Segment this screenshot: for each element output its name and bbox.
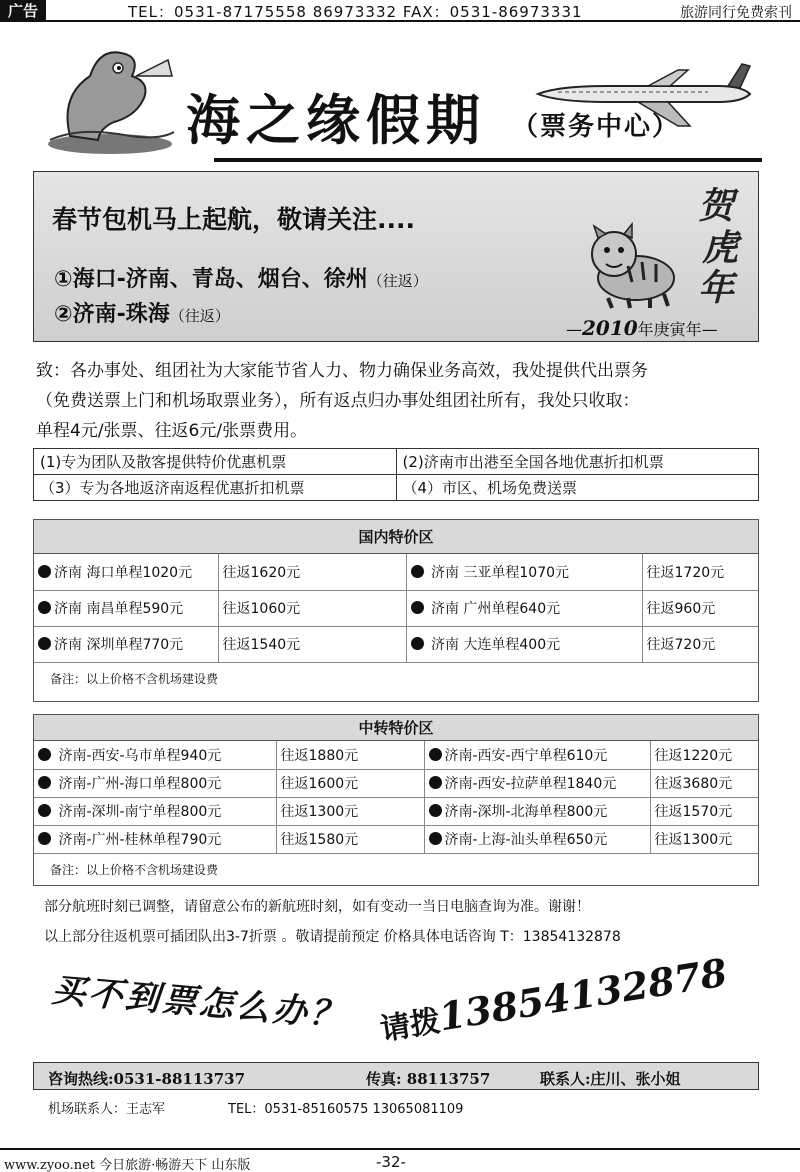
domestic-table: [34, 554, 758, 663]
ad-tag: 广告: [0, 0, 46, 22]
fare-cell: [34, 825, 276, 853]
route-2-text: ②济南-珠海: [54, 302, 170, 327]
route-2: [54, 297, 230, 328]
fare-cell: [34, 769, 276, 797]
oneway-fare: 济南 大连单程400元: [430, 637, 561, 653]
oneway-fare: 济南-广州-桂林单程790元: [58, 832, 222, 848]
fare-cell: [424, 825, 650, 853]
promo-box: [33, 171, 759, 342]
table-row: [34, 590, 758, 626]
oneway-fare: 济南 南昌单程590元: [54, 601, 184, 617]
table-row: [34, 626, 758, 662]
airport-label: 机场联系人：王志军: [48, 1102, 166, 1117]
bullet-icon: [38, 804, 51, 817]
fare-cell: [34, 741, 276, 769]
bullet-icon: [38, 601, 51, 614]
fare-cell: [406, 626, 642, 662]
fare-cell: [34, 797, 276, 825]
top-bar: [0, 0, 800, 22]
oneway-fare: 济南-深圳-南宁单程800元: [58, 804, 222, 820]
call-phone: 13854132878: [435, 949, 731, 1040]
fare-cell: [406, 554, 642, 590]
footer-divider: [0, 1148, 800, 1150]
calligraphy-char-3: 年: [697, 267, 735, 306]
airport-tel: TEL：0531-85160575 13065081109: [228, 1102, 464, 1117]
bullet-icon: [38, 776, 51, 789]
consult-hotline: 咨询热线:0531-88113737: [48, 1070, 246, 1088]
remark-line-2: 以上部分往返机票可插团队出3-7折票 。敬请提前预定 价格具体电话咨询 T：13854132878: [44, 929, 621, 945]
oneway-fare: 济南-西安-拉萨单程1840元: [444, 776, 617, 792]
top-tagline: 旅游同行免费索刊: [680, 5, 792, 21]
fare-cell: [424, 797, 650, 825]
top-contact: TEL：0531-87175558 86973332 FAX：0531-86973331: [128, 3, 583, 21]
year-dash-left: —: [566, 320, 582, 339]
hotline-bar: [33, 1062, 759, 1090]
route-2-paren: （往返）: [169, 307, 230, 325]
notice-line-3: 单程4元/张票、往返6元/张票费用。: [36, 421, 308, 441]
brand-title: 海之缘假期: [186, 88, 486, 152]
calligraphy-art: [680, 178, 752, 306]
slogan: 买不到票怎么办？: [49, 970, 349, 1036]
return-fare: 往返1540元: [218, 626, 406, 662]
transfer-note: 备注：以上价格不含机场建设费: [50, 862, 219, 877]
return-fare: 往返1720元: [642, 554, 758, 590]
return-fare: 往返1600元: [276, 769, 424, 797]
header-divider: [214, 158, 762, 162]
call-number: [376, 949, 730, 1048]
year-line: [566, 316, 718, 340]
domestic-title: 国内特价区: [34, 520, 758, 554]
bullet-icon: [411, 601, 424, 614]
fare-cell: [424, 741, 650, 769]
return-fare: 往返3680元: [650, 769, 758, 797]
oneway-fare: 济南-西安-西宁单程610元: [444, 747, 608, 764]
fare-cell: [34, 626, 218, 662]
transfer-title: 中转特价区: [34, 715, 758, 741]
calligraphy-char-1: 贺: [697, 185, 735, 227]
table-row: [34, 769, 758, 797]
services-row: [34, 449, 759, 475]
return-fare: 往返1060元: [218, 590, 406, 626]
route-1-paren: （往返）: [367, 272, 428, 290]
fare-cell: [406, 590, 642, 626]
notice-line-1: 致：各办事处、组团社为大家能节省人力、物力确保业务高效，我处提供代出票务: [36, 361, 648, 381]
table-row: [34, 741, 758, 769]
oneway-fare: 济南-上海-汕头单程650元: [444, 832, 608, 848]
oneway-fare: 济南 深圳单程770元: [54, 637, 184, 653]
airport-contact: [48, 1098, 464, 1117]
page-number: -32-: [376, 1153, 406, 1171]
oneway-fare: 济南 海口单程1020元: [54, 564, 193, 581]
return-fare: 往返1880元: [276, 741, 424, 769]
footer-site: www.zyoo.net 今日旅游·畅游天下 山东版: [4, 1158, 251, 1172]
year-suffix: 年庚寅年: [637, 320, 702, 339]
year-number: 2010: [582, 316, 638, 340]
return-fare: 往返960元: [642, 590, 758, 626]
promo-title: 春节包机马上起航，敬请关注....: [52, 205, 415, 234]
service-item: （4）市区、机场免费送票: [396, 475, 759, 501]
domestic-fares: [33, 519, 759, 702]
route-1-text: ①海口-济南、青岛、烟台、徐州: [54, 267, 368, 292]
oneway-fare: 济南 三亚单程1070元: [430, 564, 570, 581]
return-fare: 往返1570元: [650, 797, 758, 825]
dolphin-mascot-icon: [40, 36, 180, 162]
table-row: [34, 797, 758, 825]
fare-cell: [34, 554, 218, 590]
transfer-fares: [33, 714, 759, 886]
transfer-table: [34, 741, 758, 854]
bullet-icon: [429, 748, 442, 761]
services-row: [34, 475, 759, 501]
fare-cell: [34, 590, 218, 626]
fare-cell: [424, 769, 650, 797]
bullet-icon: [411, 637, 424, 650]
bullet-icon: [38, 565, 51, 578]
call-label: 请拨: [377, 1003, 443, 1048]
sub-brand: （票务中心）: [512, 112, 681, 142]
oneway-fare: 济南-西安-乌市单程940元: [58, 747, 222, 764]
return-fare: 往返1220元: [650, 741, 758, 769]
fax-number: 传真: 88113757: [366, 1070, 491, 1088]
bullet-icon: [429, 776, 442, 789]
notice-line-2: （免费送票上门和机场取票业务），所有返点归办事处组团社所有，我处只收取：: [36, 391, 640, 411]
bullet-icon: [38, 748, 51, 761]
oneway-fare: 济南-广州-海口单程800元: [58, 776, 222, 792]
calligraphy-char-2: 虎: [701, 227, 739, 269]
header: [36, 30, 762, 162]
contact-person: 联系人:庄川、张小姐: [540, 1070, 681, 1088]
year-dash-right: —: [701, 320, 718, 339]
oneway-fare: 济南-深圳-北海单程800元: [444, 804, 608, 820]
bullet-icon: [429, 804, 442, 817]
oneway-fare: 济南 广州单程640元: [430, 601, 561, 617]
return-fare: 往返720元: [642, 626, 758, 662]
return-fare: 往返1300元: [276, 797, 424, 825]
return-fare: 往返1580元: [276, 825, 424, 853]
bullet-icon: [429, 832, 442, 845]
service-item: (1)专为团队及散客提供特价优惠机票: [34, 449, 397, 475]
bullet-icon: [38, 832, 51, 845]
tiger-icon: [584, 218, 680, 310]
service-item: (2)济南市出港至全国各地优惠折扣机票: [396, 449, 759, 475]
bullet-icon: [38, 637, 51, 650]
remark-line-1: 部分航班时刻已调整，请留意公布的新航班时刻，如有变动一当日电脑查询为准。谢谢！: [44, 899, 590, 915]
domestic-note: 备注：以上价格不含机场建设费: [50, 671, 219, 686]
services-table: [33, 448, 759, 501]
table-row: [34, 554, 758, 590]
route-1: [54, 262, 428, 293]
notice: [36, 356, 762, 446]
bullet-icon: [411, 565, 424, 578]
return-fare: 往返1620元: [218, 554, 406, 590]
return-fare: 往返1300元: [650, 825, 758, 853]
table-row: [34, 825, 758, 853]
service-item: （3）专为各地返济南返程优惠折扣机票: [34, 475, 397, 501]
